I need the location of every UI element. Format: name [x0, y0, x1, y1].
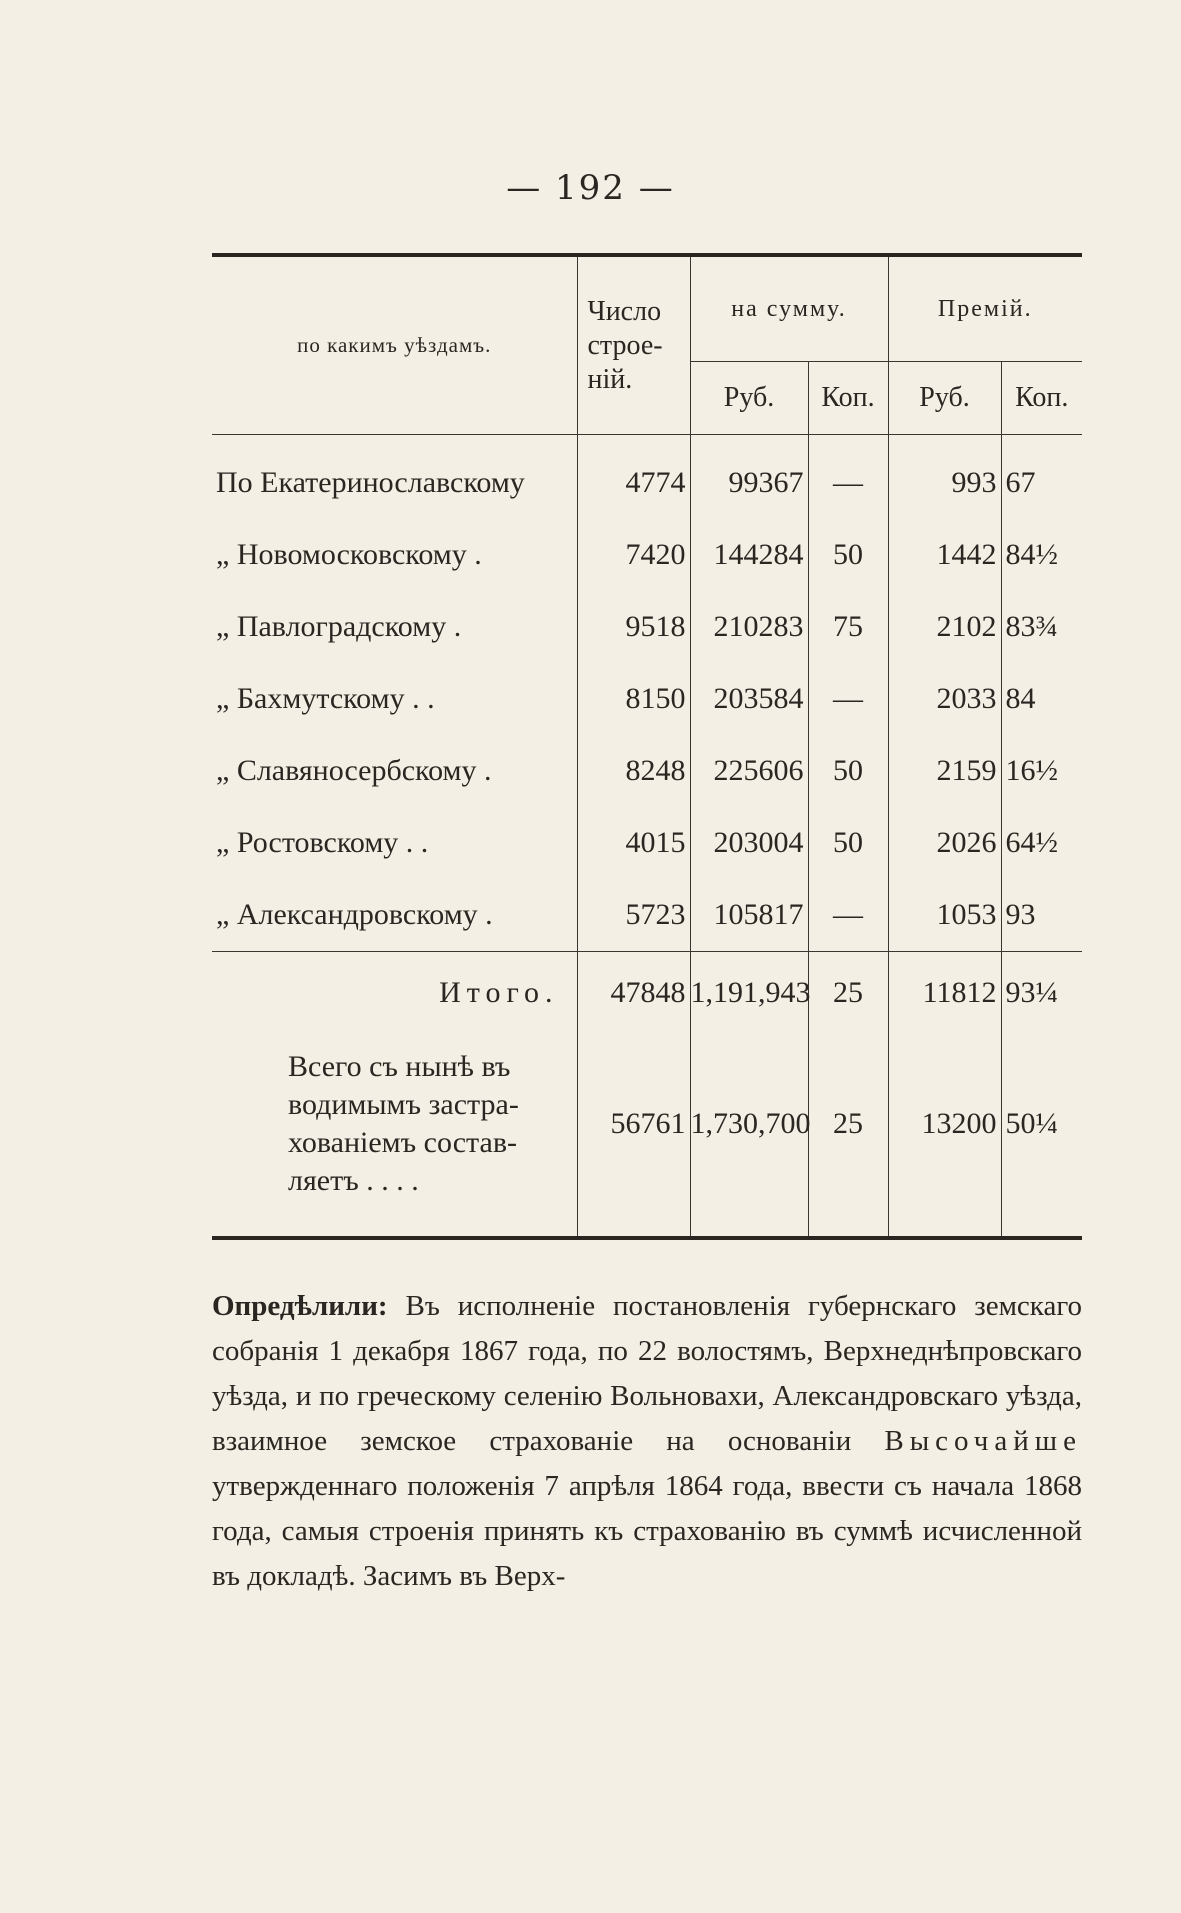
district-name: „ Павлоградскому .	[212, 591, 577, 663]
total-sum-rub: 1,191,943	[690, 951, 808, 1034]
total-count: 47848	[577, 951, 690, 1034]
district-name: „ Ростовскому . .	[212, 807, 577, 879]
table-row	[212, 663, 1082, 735]
premium-kop: 83¾	[1005, 609, 1058, 643]
table-row	[212, 879, 1082, 952]
sum-kop: —	[808, 879, 888, 952]
premium-kop: 93	[1005, 897, 1036, 931]
total-premium-kop: 93¼	[1001, 951, 1082, 1034]
district-name: По Екатеринославскому	[212, 447, 577, 519]
sum-rub: 210283	[690, 591, 808, 663]
header-premium-rub: Руб.	[888, 362, 1001, 435]
district-name: „ Александровскому .	[212, 879, 577, 952]
sum-kop: —	[808, 663, 888, 735]
table-row	[212, 447, 1082, 519]
page-number: — 192 —	[506, 168, 675, 208]
header-sum-rub: Руб.	[690, 362, 808, 435]
total-premium-rub: 11812	[888, 951, 1001, 1034]
sum-kop: 50	[808, 735, 888, 807]
district-name: „ Новомосковскому .	[212, 519, 577, 591]
table-row	[212, 807, 1082, 879]
resolution-paragraph	[212, 1284, 1082, 1599]
building-count: 9518	[577, 591, 690, 663]
grand-total-count: 56761	[577, 1034, 690, 1236]
paragraph-lead: Опредѣлили:	[212, 1290, 388, 1322]
statistics-table	[212, 253, 1082, 1240]
table-row	[212, 519, 1082, 591]
header-sum: на сумму.	[690, 257, 888, 362]
grand-total-label: Всего съ нынѣ въ водимымъ застра-хованіемъ состав-ляетъ . . . .	[212, 1034, 577, 1236]
premium-rub: 993	[888, 447, 1001, 519]
premium-rub: 2033	[888, 663, 1001, 735]
premium-rub: 2026	[888, 807, 1001, 879]
table-row	[212, 591, 1082, 663]
header-sum-kop: Коп.	[808, 362, 888, 435]
grand-total-sum-rub: 1,730,700	[690, 1034, 808, 1236]
sum-kop: —	[808, 447, 888, 519]
paragraph-text-2: утвержденнаго положенія 7 апрѣля 1864 года, ввести съ начала 1868 года, самыя строенія принять къ страхованію въ суммѣ исчисленной въ докладѣ. Засимъ въ Верх-	[212, 1470, 1082, 1592]
premium-kop: 64½	[1005, 825, 1058, 859]
premium-rub: 1053	[888, 879, 1001, 952]
premium-kop: 16½	[1005, 753, 1058, 787]
building-count: 4015	[577, 807, 690, 879]
header-premium: Премій.	[888, 257, 1082, 362]
paragraph-spaced-word: Высочайше	[884, 1425, 1082, 1457]
total-sum-kop: 25	[808, 951, 888, 1034]
sum-kop: 50	[808, 807, 888, 879]
sum-rub: 225606	[690, 735, 808, 807]
building-count: 8150	[577, 663, 690, 735]
district-name: „ Славяносербскому .	[212, 735, 577, 807]
sum-rub: 203004	[690, 807, 808, 879]
district-name: „ Бахмутскому . .	[212, 663, 577, 735]
sum-kop: 75	[808, 591, 888, 663]
sum-rub: 99367	[690, 447, 808, 519]
header-premium-kop: Коп.	[1015, 382, 1069, 413]
premium-rub: 2102	[888, 591, 1001, 663]
building-count: 5723	[577, 879, 690, 952]
sum-kop: 50	[808, 519, 888, 591]
paragraph-text-1: Въ исполненіе постановленія губернскаго земскаго собранія 1 декабря 1867 года, по 22 волостямъ, Верхнеднѣпровскаго уѣзда, и по греческому селенію Вольновахи, Александровскаго уѣзда, взаимное земское страхованіе на основаніи	[212, 1290, 1082, 1457]
header-building-count: Число строе-ній.	[577, 257, 690, 435]
premium-kop: 67	[1005, 465, 1036, 499]
premium-kop: 84	[1005, 681, 1036, 715]
building-count: 4774	[577, 447, 690, 519]
grand-total-sum-kop: 25	[808, 1034, 888, 1236]
grand-total-row	[212, 1034, 1082, 1236]
building-count: 7420	[577, 519, 690, 591]
total-label: Итого.	[212, 951, 577, 1034]
sum-rub: 203584	[690, 663, 808, 735]
premium-kop: 84½	[1005, 537, 1058, 571]
building-count: 8248	[577, 735, 690, 807]
table-row	[212, 735, 1082, 807]
premium-rub: 2159	[888, 735, 1001, 807]
sum-rub: 144284	[690, 519, 808, 591]
premium-rub: 1442	[888, 519, 1001, 591]
grand-total-premium-rub: 13200	[888, 1034, 1001, 1236]
table-bottom-rule	[212, 1236, 1082, 1240]
header-district: по какимъ уѣздамъ.	[212, 257, 577, 435]
total-row	[212, 951, 1082, 1034]
sum-rub: 105817	[690, 879, 808, 952]
grand-total-premium-kop: 50¼	[1005, 1106, 1058, 1140]
